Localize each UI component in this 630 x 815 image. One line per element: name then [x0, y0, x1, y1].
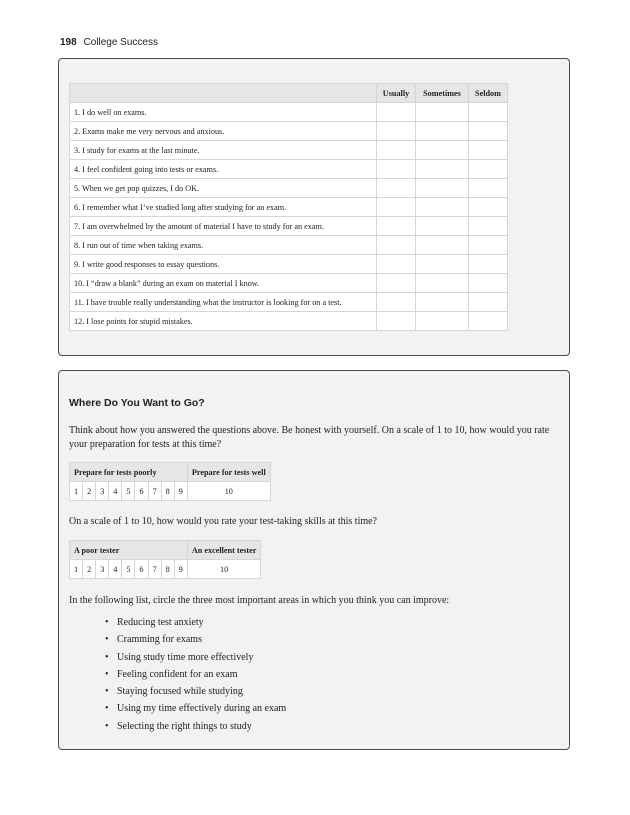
seldom-answer-cell[interactable] — [469, 236, 508, 255]
scale-high-label: Prepare for tests well — [187, 463, 270, 482]
scale-number-cell[interactable]: 8 — [161, 482, 174, 501]
scale-high-label: An excellent tester — [187, 541, 261, 560]
table-row — [70, 312, 508, 331]
seldom-answer-cell[interactable] — [469, 293, 508, 312]
scale-number-cell[interactable]: 10 — [187, 560, 261, 579]
question-cell: 9. I write good responses to essay questions. — [70, 255, 377, 274]
scale-number-cell[interactable]: 2 — [83, 482, 96, 501]
usually-answer-cell[interactable] — [377, 122, 416, 141]
scale-number-cell[interactable]: 2 — [83, 560, 96, 579]
table-row — [70, 103, 508, 122]
question-cell: 11. I have trouble really understanding what the instructor is looking for on a test. — [70, 293, 377, 312]
usually-answer-cell[interactable] — [377, 293, 416, 312]
usually-answer-cell[interactable] — [377, 141, 416, 160]
page-number: 198 — [60, 37, 77, 48]
question-cell: 4. I feel confident going into tests or exams. — [70, 160, 377, 179]
skills-question: On a scale of 1 to 10, how would you rate your test-taking skills at this time? — [69, 516, 377, 527]
table-header-row — [70, 84, 508, 103]
question-cell: 3. I study for exams at the last minute. — [70, 141, 377, 160]
page-header — [60, 37, 158, 48]
intro-paragraph: Think about how you answered the questions above. Be honest with yourself. On a scale of 1 to 10, how would you rate your preparation for tests at this time? — [69, 425, 550, 450]
question-cell: 5. When we get pop quizzes, I do OK. — [70, 179, 377, 198]
usually-answer-cell[interactable] — [377, 160, 416, 179]
sometimes-answer-cell[interactable] — [416, 293, 469, 312]
test-taking-rating-scale — [69, 540, 261, 579]
improvement-areas-list — [105, 614, 286, 735]
sometimes-answer-cell[interactable] — [416, 217, 469, 236]
table-row — [70, 122, 508, 141]
list-item: • Using my time effectively during an exam — [105, 700, 286, 717]
seldom-answer-cell[interactable] — [469, 274, 508, 293]
sometimes-answer-cell[interactable] — [416, 122, 469, 141]
table-row — [70, 293, 508, 312]
scale-number-cell[interactable]: 1 — [70, 482, 83, 501]
sometimes-answer-cell[interactable] — [416, 274, 469, 293]
scale-low-label: Prepare for tests poorly — [70, 463, 188, 482]
usually-answer-cell[interactable] — [377, 217, 416, 236]
question-cell: 1. I do well on exams. — [70, 103, 377, 122]
scale-number-cell[interactable]: 5 — [122, 482, 135, 501]
sometimes-answer-cell[interactable] — [416, 198, 469, 217]
scale-low-label: A poor tester — [70, 541, 188, 560]
seldom-column-header: Seldom — [469, 84, 508, 103]
self-assessment-table — [69, 83, 508, 331]
table-row — [70, 179, 508, 198]
scale-number-cell[interactable]: 5 — [122, 560, 135, 579]
usually-answer-cell[interactable] — [377, 312, 416, 331]
sometimes-answer-cell[interactable] — [416, 179, 469, 198]
scale-number-cell[interactable]: 1 — [70, 560, 83, 579]
seldom-answer-cell[interactable] — [469, 141, 508, 160]
scale-numbers-row — [70, 482, 271, 501]
list-item: • Staying focused while studying — [105, 683, 286, 700]
scale-number-cell[interactable]: 9 — [174, 482, 187, 501]
sometimes-answer-cell[interactable] — [416, 141, 469, 160]
question-cell: 12. I lose points for stupid mistakes. — [70, 312, 377, 331]
usually-answer-cell[interactable] — [377, 274, 416, 293]
usually-answer-cell[interactable] — [377, 103, 416, 122]
usually-answer-cell[interactable] — [377, 255, 416, 274]
list-item: • Feeling confident for an exam — [105, 666, 286, 683]
usually-column-header: Usually — [377, 84, 416, 103]
seldom-answer-cell[interactable] — [469, 312, 508, 331]
list-item: • Using study time more effectively — [105, 649, 286, 666]
scale-number-cell[interactable]: 6 — [135, 560, 148, 579]
usually-answer-cell[interactable] — [377, 198, 416, 217]
seldom-answer-cell[interactable] — [469, 198, 508, 217]
list-item: • Reducing test anxiety — [105, 614, 286, 631]
scale-number-cell[interactable]: 10 — [187, 482, 270, 501]
question-cell: 8. I run out of time when taking exams. — [70, 236, 377, 255]
table-row — [70, 274, 508, 293]
scale-number-cell[interactable]: 7 — [148, 482, 161, 501]
list-intro: In the following list, circle the three most important areas in which you think you can improve: — [69, 595, 450, 606]
question-cell: 7. I am overwhelmed by the amount of material I have to study for an exam. — [70, 217, 377, 236]
book-title: College Success — [83, 37, 158, 48]
list-item: • Cramming for exams — [105, 631, 286, 648]
question-cell: 6. I remember what I’ve studied long after studying for an exam. — [70, 198, 377, 217]
section-title: Where Do You Want to Go? — [69, 397, 205, 409]
scale-number-cell[interactable]: 6 — [135, 482, 148, 501]
list-item: • Selecting the right things to study — [105, 718, 286, 735]
question-column-header — [70, 84, 377, 103]
sometimes-answer-cell[interactable] — [416, 160, 469, 179]
seldom-answer-cell[interactable] — [469, 255, 508, 274]
seldom-answer-cell[interactable] — [469, 217, 508, 236]
usually-answer-cell[interactable] — [377, 179, 416, 198]
seldom-answer-cell[interactable] — [469, 103, 508, 122]
self-assessment-box — [58, 58, 570, 356]
table-row — [70, 141, 508, 160]
question-cell: 2. Exams make me very nervous and anxious. — [70, 122, 377, 141]
sometimes-column-header: Sometimes — [416, 84, 469, 103]
scale-number-cell[interactable]: 3 — [96, 482, 109, 501]
table-row — [70, 217, 508, 236]
table-row — [70, 198, 508, 217]
seldom-answer-cell[interactable] — [469, 179, 508, 198]
scale-numbers-row — [70, 560, 261, 579]
sometimes-answer-cell[interactable] — [416, 255, 469, 274]
usually-answer-cell[interactable] — [377, 236, 416, 255]
question-cell: 10. I “draw a blank” during an exam on material I know. — [70, 274, 377, 293]
where-do-you-want-to-go-box — [58, 370, 570, 750]
scale-number-cell[interactable]: 4 — [109, 482, 122, 501]
seldom-answer-cell[interactable] — [469, 122, 508, 141]
table-row — [70, 160, 508, 179]
scale-number-cell[interactable]: 3 — [96, 560, 109, 579]
seldom-answer-cell[interactable] — [469, 160, 508, 179]
scale-number-cell[interactable]: 7 — [148, 560, 161, 579]
table-row — [70, 236, 508, 255]
sometimes-answer-cell[interactable] — [416, 103, 469, 122]
scale-number-cell[interactable]: 8 — [161, 560, 174, 579]
preparation-rating-scale — [69, 462, 271, 501]
scale-number-cell[interactable]: 4 — [109, 560, 122, 579]
scale-number-cell[interactable]: 9 — [174, 560, 187, 579]
sometimes-answer-cell[interactable] — [416, 312, 469, 331]
sometimes-answer-cell[interactable] — [416, 236, 469, 255]
table-row — [70, 255, 508, 274]
